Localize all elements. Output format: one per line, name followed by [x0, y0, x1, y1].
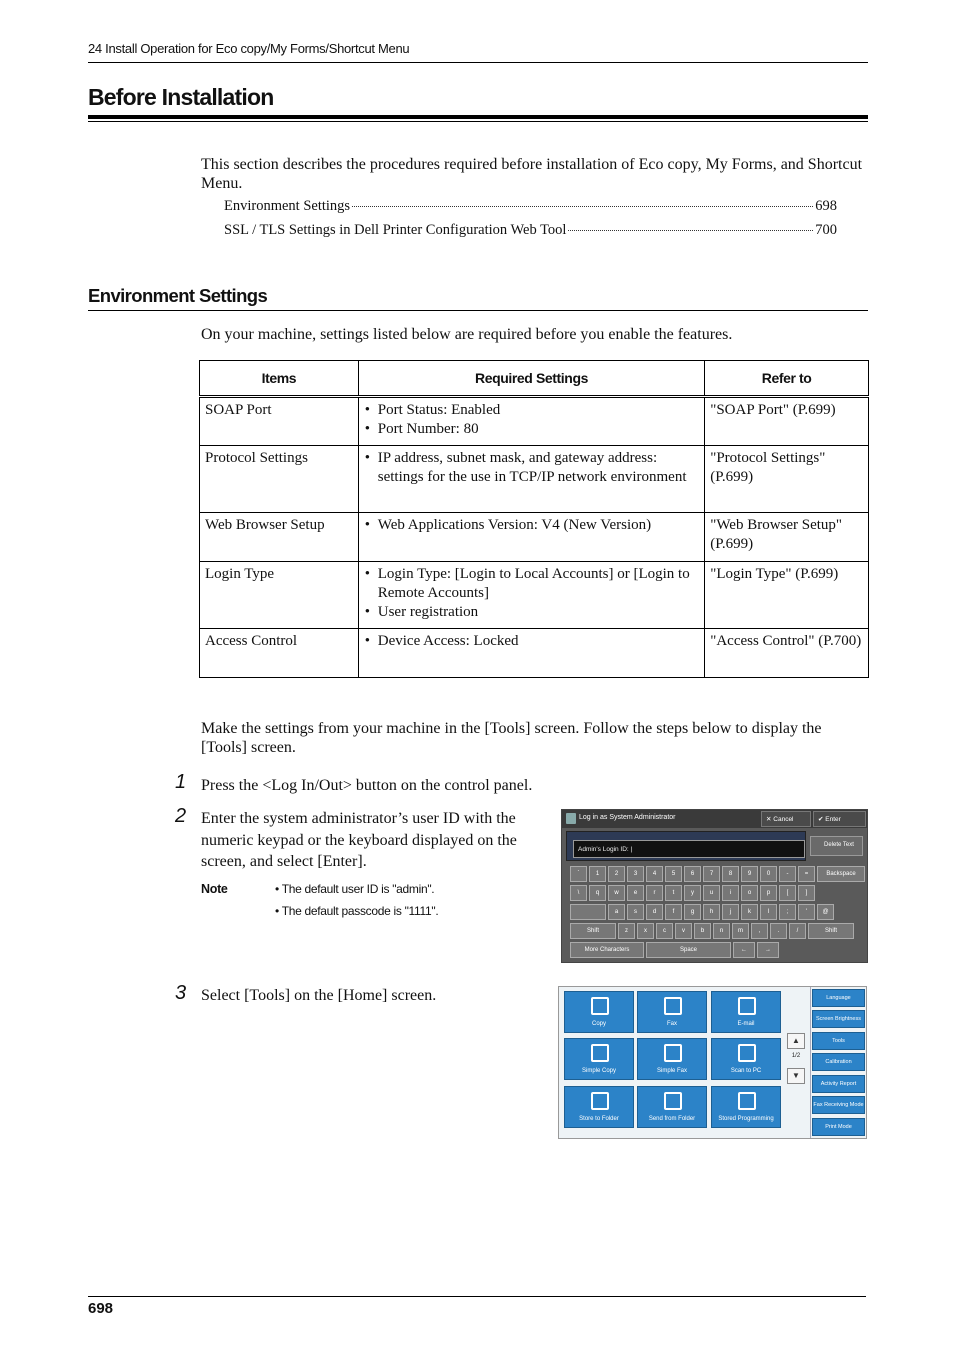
- key[interactable]: c: [656, 923, 673, 939]
- key[interactable]: d: [646, 904, 663, 920]
- key[interactable]: 0: [760, 866, 777, 882]
- row-settings: [358, 629, 704, 678]
- key[interactable]: t: [665, 885, 682, 901]
- admin-icon: [566, 813, 576, 824]
- step-number: 1: [175, 771, 187, 793]
- tile-label: Send from Folder: [648, 1116, 696, 1122]
- header-refer-to: Refer to: [705, 361, 869, 397]
- arrow-left-icon[interactable]: ←: [733, 942, 755, 958]
- copy-icon: [591, 1044, 609, 1062]
- tile-label: Store to Folder: [579, 1116, 619, 1122]
- table-row: [200, 513, 869, 562]
- settings-table: [199, 360, 869, 678]
- key[interactable]: r: [646, 885, 663, 901]
- key[interactable]: 2: [608, 866, 625, 882]
- key[interactable]: =: [798, 866, 815, 882]
- tile-label: Simple Fax: [656, 1068, 687, 1074]
- setting-bullet: • Web Applications Version: V4 (New Version): [364, 516, 699, 535]
- enter-button[interactable]: [813, 811, 866, 827]
- key[interactable]: j: [722, 904, 739, 920]
- calibration-button[interactable]: Calibration: [812, 1053, 865, 1071]
- step-text: Select [Tools] on the [Home] screen.: [201, 987, 437, 1004]
- key[interactable]: -: [779, 866, 796, 882]
- key[interactable]: l: [760, 904, 777, 920]
- fax-icon: [664, 997, 682, 1015]
- key[interactable]: m: [732, 923, 749, 939]
- key[interactable]: 8: [722, 866, 739, 882]
- key[interactable]: o: [741, 885, 758, 901]
- step-text: Press the <Log In/Out> button on the control panel.: [201, 777, 533, 794]
- key[interactable]: a: [608, 904, 625, 920]
- table-row: [200, 446, 869, 513]
- keyboard-row-3: [570, 904, 834, 920]
- email-icon: [738, 997, 756, 1015]
- key[interactable]: /: [789, 923, 806, 939]
- login-titlebar: [562, 810, 867, 828]
- subsection-rule: [88, 310, 868, 311]
- tile-label: Stored Programming: [718, 1116, 774, 1122]
- tools-button[interactable]: Tools: [812, 1032, 865, 1050]
- save-icon: [738, 1092, 756, 1110]
- row-refer[interactable]: "Login Type" (P.699): [705, 562, 869, 629]
- environment-intro: On your machine, settings listed below are required before you enable the features.: [201, 326, 733, 343]
- toc-entry[interactable]: [224, 222, 837, 239]
- activity-report-button[interactable]: Activity Report: [812, 1075, 865, 1093]
- home-screen-screenshot: [558, 986, 867, 1139]
- enter-label: Enter: [825, 816, 841, 823]
- key[interactable]: @: [817, 904, 834, 920]
- tile-store-to-folder[interactable]: [564, 1086, 634, 1128]
- tile-scan-to-pc[interactable]: [711, 1038, 781, 1080]
- row-settings: [358, 397, 704, 446]
- row-refer[interactable]: "SOAP Port" (P.699): [705, 397, 869, 446]
- check-icon: ✔: [818, 816, 826, 823]
- key[interactable]: w: [608, 885, 625, 901]
- keyboard-row-5: [570, 942, 779, 958]
- scroll-down-button[interactable]: ▼: [787, 1068, 805, 1084]
- key[interactable]: 1: [589, 866, 606, 882]
- tile-simple-fax[interactable]: [637, 1038, 707, 1080]
- note-label: Note: [201, 882, 228, 896]
- key[interactable]: z: [618, 923, 635, 939]
- key[interactable]: x: [637, 923, 654, 939]
- toc-entry-title: Environment Settings: [224, 198, 351, 214]
- table-header-row: [200, 361, 869, 397]
- row-refer[interactable]: "Access Control" (P.700): [705, 629, 869, 678]
- note-item: • The default passcode is "1111".: [275, 904, 439, 918]
- toc-entry-page: 700: [815, 222, 837, 238]
- key[interactable]: ]: [798, 885, 815, 901]
- key[interactable]: `: [570, 866, 587, 882]
- space-key[interactable]: Space: [646, 942, 731, 958]
- row-item: Login Type: [200, 562, 359, 629]
- key[interactable]: [: [779, 885, 796, 901]
- table-row: [200, 629, 869, 678]
- tile-fax[interactable]: [637, 991, 707, 1033]
- cancel-button[interactable]: [761, 811, 811, 827]
- key[interactable]: 7: [703, 866, 720, 882]
- print-mode-button[interactable]: Print Mode: [812, 1118, 865, 1136]
- tile-copy[interactable]: [564, 991, 634, 1033]
- key[interactable]: u: [703, 885, 720, 901]
- more-characters-key[interactable]: More Characters: [570, 942, 644, 958]
- key[interactable]: ': [798, 904, 815, 920]
- setting-bullet: • Port Status: Enabled: [364, 401, 699, 420]
- title-rule: [88, 115, 868, 119]
- login-id-input[interactable]: Admin's Login ID: |: [573, 840, 805, 858]
- table-row: [200, 397, 869, 446]
- key[interactable]: q: [589, 885, 606, 901]
- folder-icon: [591, 1092, 609, 1110]
- setting-bullet: • User registration: [364, 603, 699, 622]
- title-rule-thin: [88, 121, 868, 122]
- header-items: Items: [200, 361, 359, 397]
- screen-brightness-button[interactable]: Screen Brightness: [812, 1010, 865, 1028]
- key[interactable]: n: [713, 923, 730, 939]
- subsection-title: Environment Settings: [88, 285, 268, 306]
- row-settings: [358, 446, 704, 513]
- running-header: 24 Install Operation for Eco copy/My Forms/Shortcut Menu: [88, 41, 410, 56]
- cancel-label: Cancel: [773, 816, 794, 823]
- shift-key[interactable]: Shift: [808, 923, 854, 939]
- fax-receiving-mode-button[interactable]: Fax Receiving Mode: [812, 1096, 865, 1114]
- key[interactable]: ,: [751, 923, 768, 939]
- row-refer[interactable]: "Web Browser Setup" (P.699): [705, 513, 869, 562]
- setting-bullet: • Login Type: [Login to Local Accounts] or [Login to Remote Accounts]: [364, 565, 699, 603]
- page-number: 698: [88, 1300, 114, 1317]
- monitor-icon: [738, 1044, 756, 1062]
- key[interactable]: ;: [779, 904, 796, 920]
- toc-leader: [568, 230, 813, 231]
- key[interactable]: 3: [627, 866, 644, 882]
- toc-entry-page: 698: [815, 198, 837, 214]
- toc-leader: [352, 206, 813, 207]
- key[interactable]: i: [722, 885, 739, 901]
- row-item: Access Control: [200, 629, 359, 678]
- backspace-key[interactable]: Backspace: [817, 866, 865, 882]
- row-settings: [358, 513, 704, 562]
- page-indicator: 1/2: [791, 1053, 801, 1059]
- header-rule: [88, 62, 868, 63]
- row-item: Web Browser Setup: [200, 513, 359, 562]
- key[interactable]: k: [741, 904, 758, 920]
- row-refer[interactable]: "Protocol Settings" (P.699): [705, 446, 869, 513]
- input-area: [566, 831, 806, 861]
- keyboard-row-2: [570, 885, 815, 901]
- tile-email[interactable]: [711, 991, 781, 1033]
- step-number: 2: [175, 805, 187, 827]
- key[interactable]: h: [703, 904, 720, 920]
- section-intro: This section describes the procedures required before installation of Eco copy, My Forms, and Shortcut Menu.: [201, 156, 863, 192]
- tile-simple-copy[interactable]: [564, 1038, 634, 1080]
- toc-entry-title: SSL / TLS Settings in Dell Printer Configuration Web Tool: [224, 222, 567, 238]
- key[interactable]: y: [684, 885, 701, 901]
- scroll-up-button[interactable]: ▲: [787, 1033, 805, 1049]
- tile-label: E-mail: [737, 1021, 755, 1027]
- row-settings: [358, 562, 704, 629]
- key[interactable]: 6: [684, 866, 701, 882]
- key[interactable]: [570, 904, 606, 920]
- tile-label: Scan to PC: [730, 1068, 762, 1074]
- keyboard-row-4: [570, 923, 854, 939]
- section-title: Before Installation: [88, 84, 274, 110]
- header-required-settings: Required Settings: [358, 361, 704, 397]
- footer-rule: [88, 1296, 866, 1297]
- folder-icon: [664, 1092, 682, 1110]
- key[interactable]: g: [684, 904, 701, 920]
- home-divider: [810, 987, 811, 1138]
- copy-icon: [591, 997, 609, 1015]
- key[interactable]: p: [760, 885, 777, 901]
- key[interactable]: .: [770, 923, 787, 939]
- key[interactable]: b: [694, 923, 711, 939]
- close-icon: ✕: [766, 816, 774, 823]
- setting-bullet: • IP address, subnet mask, and gateway address: settings for the use in TCP/IP network environment: [364, 449, 699, 487]
- key[interactable]: e: [627, 885, 644, 901]
- table-row: [200, 562, 869, 629]
- key[interactable]: \: [570, 885, 587, 901]
- tile-label: Simple Copy: [581, 1068, 616, 1074]
- login-title: Log in as System Administrator: [579, 814, 676, 821]
- tile-stored-programming[interactable]: [711, 1086, 781, 1128]
- key[interactable]: 4: [646, 866, 663, 882]
- keyboard-row-1: [570, 866, 865, 882]
- key[interactable]: f: [665, 904, 682, 920]
- tile-label: Fax: [666, 1021, 677, 1027]
- toc-entry[interactable]: [224, 198, 837, 215]
- arrow-right-icon[interactable]: →: [757, 942, 779, 958]
- shift-key[interactable]: Shift: [570, 923, 616, 939]
- row-item: Protocol Settings: [200, 446, 359, 513]
- tile-label: Copy: [591, 1021, 606, 1027]
- setting-bullet: • Device Access: Locked: [364, 632, 699, 651]
- note-item: • The default user ID is "admin".: [275, 882, 435, 896]
- tile-send-from-folder[interactable]: [637, 1086, 707, 1128]
- step-number: 3: [175, 982, 187, 1004]
- step-text: Enter the system administrator’s user ID with the numeric keypad or the keyboard displayed on the screen, and select [Enter].: [201, 810, 517, 870]
- key[interactable]: 5: [665, 866, 682, 882]
- delete-text-button[interactable]: Delete Text: [810, 836, 863, 856]
- row-item: SOAP Port: [200, 397, 359, 446]
- key[interactable]: s: [627, 904, 644, 920]
- language-button[interactable]: Language: [812, 989, 865, 1007]
- make-settings-paragraph: Make the settings from your machine in the [Tools] screen. Follow the steps below to display the [Tools] screen.: [201, 720, 822, 756]
- key[interactable]: 9: [741, 866, 758, 882]
- login-screen-screenshot: [561, 809, 868, 963]
- fax-icon: [664, 1044, 682, 1062]
- setting-bullet: • Port Number: 80: [364, 420, 699, 439]
- key[interactable]: v: [675, 923, 692, 939]
